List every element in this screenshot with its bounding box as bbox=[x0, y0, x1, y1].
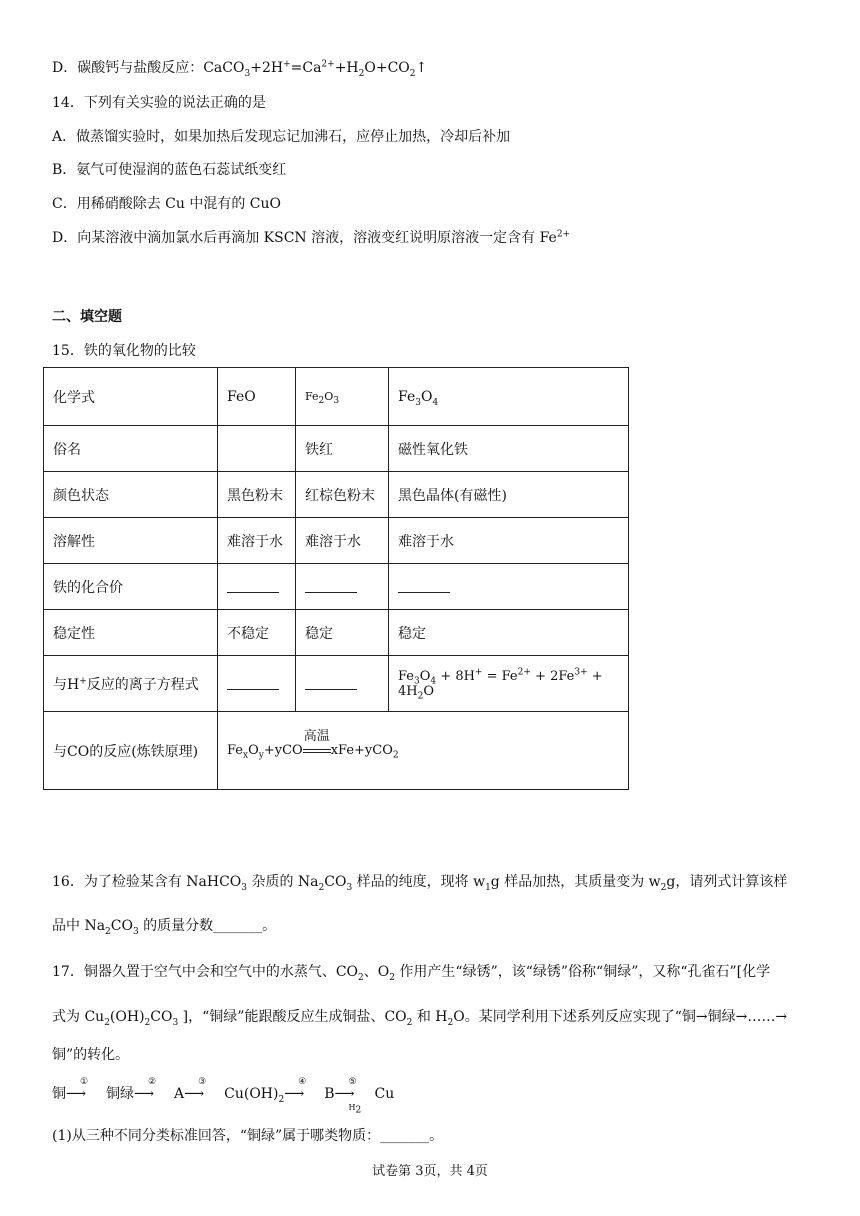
q16-line2: 品中 $Na_2CO_3$ 的质量分数_______。 bbox=[52, 918, 277, 937]
cell: 难溶于水 bbox=[389, 518, 629, 564]
formula-fe3o4: $Fe_3O_4$ bbox=[389, 368, 629, 426]
cell: 难溶于水 bbox=[218, 518, 296, 564]
table-row bbox=[44, 518, 629, 564]
q14-option-a: A．做蒸馏实验时，如果加热后发现忘记加沸石，应停止加热，冷却后补加 bbox=[52, 129, 511, 145]
row-label: 与H+反应的离子方程式 bbox=[44, 656, 218, 712]
row-label: 与CO的反应(炼铁原理) bbox=[44, 712, 218, 790]
answer-blank[interactable] bbox=[218, 656, 296, 712]
row-label: 化学式 bbox=[44, 368, 218, 426]
table-row bbox=[44, 656, 629, 712]
formula-fe2o3: $Fe_2O_3$ bbox=[296, 368, 389, 426]
q17-line3: 铜”的转化。 bbox=[52, 1047, 130, 1063]
cell: 黑色粉末 bbox=[218, 472, 296, 518]
table-row bbox=[44, 472, 629, 518]
answer-blank[interactable] bbox=[218, 564, 296, 610]
cell bbox=[218, 426, 296, 472]
reaction-chain: 铜 ① ⟶ 铜绿 ② ⟶ A ③ ⟶ $Cu(OH)_2$ ④ ⟶ B ⑤ ⟶ $H_2$ Cu bbox=[52, 1077, 395, 1116]
table-row bbox=[44, 564, 629, 610]
row-label: 铁的化合价 bbox=[44, 564, 218, 610]
q17-line1: 17．铜器久置于空气中会和空气中的水蒸气、$CO_2$、$O_2$ 作用产生“绿锈”，该“绿锈”俗称“铜绿”，又称“孔雀石”[化学 bbox=[52, 964, 771, 983]
answer-blank[interactable] bbox=[296, 564, 389, 610]
row-label: 俗名 bbox=[44, 426, 218, 472]
q14-stem: 14．下列有关实验的说法正确的是 bbox=[52, 95, 266, 111]
cell: 稳定 bbox=[296, 610, 389, 656]
table-row bbox=[44, 712, 629, 790]
cell: 红棕色粉末 bbox=[296, 472, 389, 518]
q14-option-d: D．向某溶液中滴加氯水后再滴加 KSCN 溶液，溶液变红说明原溶液一定含有 $Fe^{2+}$ bbox=[52, 229, 571, 246]
q17-line2: 式为 $Cu_2(OH)_2CO_3$ ]，“铜绿”能跟酸反应生成铜盐、$CO_2$ 和 $H_2O$。某同学利用下述系列反应实现了“铜→铜绿→……→ bbox=[52, 1009, 788, 1028]
formula-feo: FeO bbox=[218, 368, 296, 426]
smelting-equation: $Fe_xO_y+yCO$ 高温 xFe+yCO$_2$ bbox=[218, 712, 629, 790]
cell: 稳定 bbox=[389, 610, 629, 656]
cell: 不稳定 bbox=[218, 610, 296, 656]
page-footer: 试卷第 3页，共 4页 bbox=[372, 1164, 488, 1179]
answer-blank[interactable] bbox=[296, 656, 389, 712]
answer-blank[interactable] bbox=[389, 564, 629, 610]
q15-stem: 15．铁的氧化物的比较 bbox=[52, 343, 196, 359]
cell: 铁红 bbox=[296, 426, 389, 472]
iron-oxide-table bbox=[43, 367, 629, 790]
table-row bbox=[44, 610, 629, 656]
section-title: 二、填空题 bbox=[52, 309, 122, 325]
q16-line1: 16．为了检验某含有 NaHCO$_3$ 杂质的 $Na_2CO_3$ 样品的纯度，现将 $w_1g$ 样品加热，其质量变为 $w_2g$，请列式计算该样 bbox=[52, 874, 788, 893]
fe3o4-equation: $Fe_3O_4 + 8H^+ = Fe^{2+} + 2Fe^{3+} + 4H_2O$ bbox=[389, 656, 629, 712]
q14-option-b: B．氨气可使湿润的蓝色石蕊试纸变红 bbox=[52, 162, 287, 178]
row-label: 稳定性 bbox=[44, 610, 218, 656]
row-label: 溶解性 bbox=[44, 518, 218, 564]
cell: 磁性氧化铁 bbox=[389, 426, 629, 472]
table-row bbox=[44, 426, 629, 472]
q14-option-c: C．用稀硝酸除去 Cu 中混有的 CuO bbox=[52, 196, 281, 212]
cell: 黑色晶体(有磁性) bbox=[389, 472, 629, 518]
q17-sub1: (1)从三种不同分类标准回答，“铜绿”属于哪类物质：_______。 bbox=[52, 1128, 444, 1144]
table-row bbox=[44, 368, 629, 426]
cell: 难溶于水 bbox=[296, 518, 389, 564]
row-label: 颜色状态 bbox=[44, 472, 218, 518]
q13-option-d: D．碳酸钙与盐酸反应：$CaCO_3+2H^+=Ca^{2+}+H_2O+CO_2↑$ bbox=[52, 59, 428, 79]
